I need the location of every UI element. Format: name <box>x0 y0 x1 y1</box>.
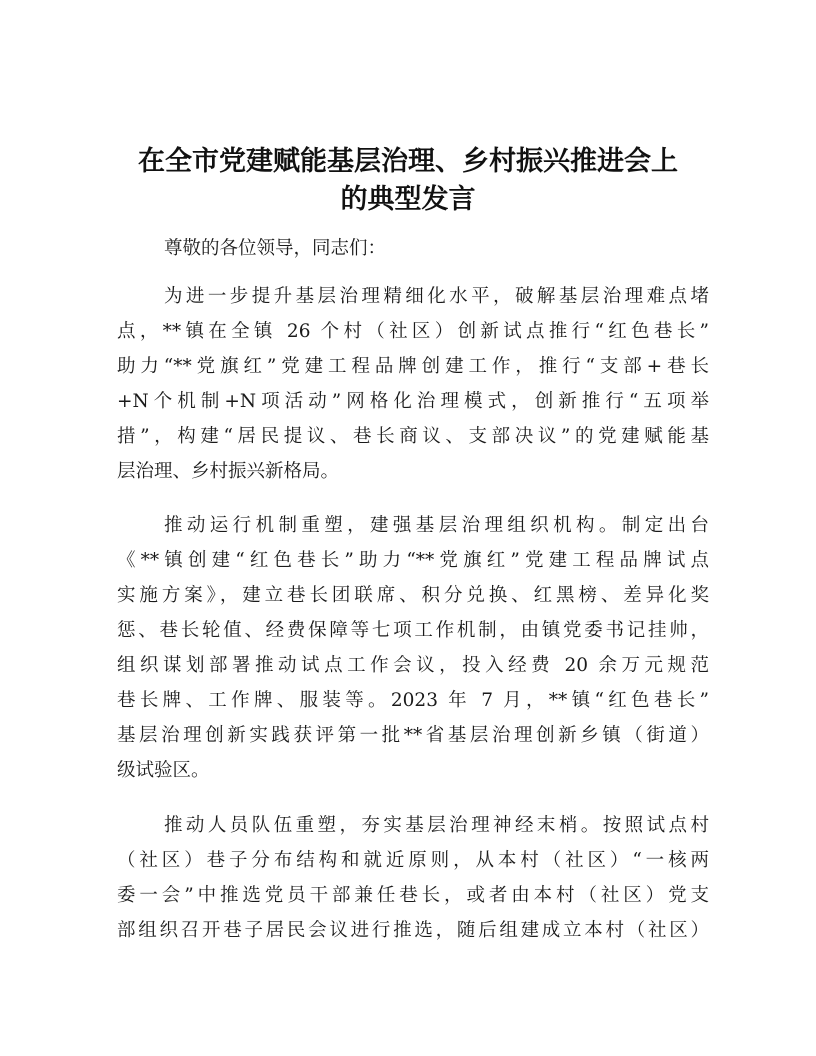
document-title-line-1: 在全市党建赋能基层治理、乡村振兴推进会上 <box>138 146 678 177</box>
document-title-line-2: 的典型发言 <box>340 184 476 215</box>
paragraph-3-line: 部组织召开巷子居民会议进行推选，随后组建成立本村（社区） <box>117 920 709 941</box>
paragraph-2-line: 推动运行机制重塑，建强基层治理组织机构。制定出台 <box>164 515 709 536</box>
paragraph-3-line: 委一会”中推选党员干部兼任巷长，或者由本村（社区）党支 <box>117 885 709 906</box>
paragraph-1-line: 点，**镇在全镇 26 个村（社区）创新试点推行“红色巷长” <box>117 321 709 342</box>
paragraph-2-line: 惩、巷长轮值、经费保障等七项工作机制，由镇党委书记挂帅， <box>117 620 709 641</box>
paragraph-3-line: （社区）巷子分布结构和就近原则，从本村（社区）“一核两 <box>117 850 709 871</box>
paragraph-2-line: 基层治理创新实践获评第一批**省基层治理创新乡镇（街道） <box>117 725 709 746</box>
paragraph-1-line: 助力“**党旗红”党建工程品牌创建工作，推行“支部+巷长 <box>117 356 709 377</box>
paragraph-3-line: 推动人员队伍重塑，夯实基层治理神经末梢。按照试点村 <box>164 815 709 836</box>
paragraph-2-line: 巷长牌、工作牌、服装等。2023 年 7 月，**镇“红色巷长” <box>117 690 709 711</box>
salutation: 尊敬的各位领导，同志们： <box>164 238 387 259</box>
paragraph-1-line: +N个机制+N项活动”网格化治理模式，创新推行“五项举 <box>117 391 709 412</box>
paragraph-2-line: 实施方案》，建立巷长团联席、积分兑换、红黑榜、差异化奖 <box>117 585 709 606</box>
paragraph-1-line: 措”，构建“居民提议、巷长商议、支部决议”的党建赋能基 <box>117 426 709 447</box>
paragraph-2-line: 组织谋划部署推动试点工作会议，投入经费 20 余万元规范 <box>117 655 709 676</box>
paragraph-1-line: 层治理、乡村振兴新格局。 <box>117 461 340 482</box>
paragraph-2-line: 《**镇创建“红色巷长”助力“**党旗红”党建工程品牌试点 <box>117 550 709 571</box>
paragraph-1-line: 为进一步提升基层治理精细化水平，破解基层治理难点堵 <box>164 286 709 307</box>
paragraph-2-line: 级试验区。 <box>117 760 210 781</box>
